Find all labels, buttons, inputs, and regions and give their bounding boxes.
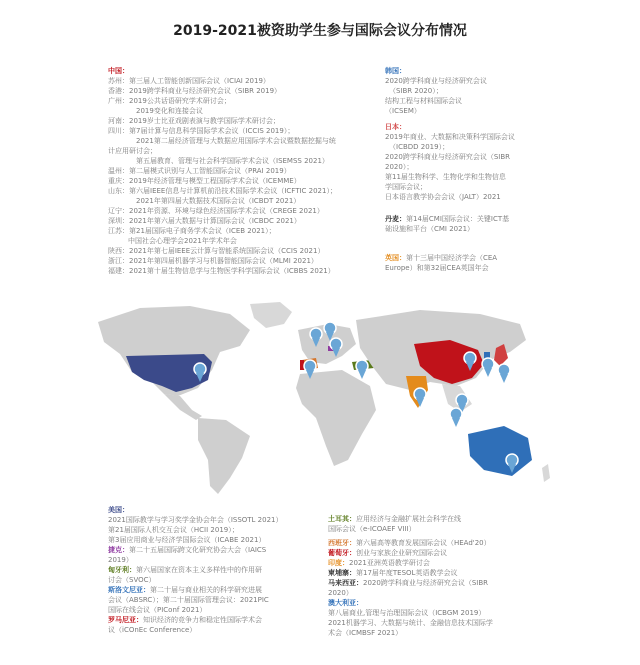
cambodia-heading: 柬埔寨： (328, 569, 356, 577)
czech-line: 第二十五届国际跨文化研究协会大会（IAICS (129, 546, 267, 554)
malaysia-line: 2020） (328, 589, 353, 597)
slovenia-heading: 斯洛文尼亚： (108, 586, 150, 594)
usa-block (108, 505, 318, 635)
japan-block (385, 122, 545, 202)
hungary-heading: 匈牙利： (108, 566, 136, 574)
china-line: 陕西：2021年第七届IEEE云计算与智能系统国际会议（CCIS 2021） (108, 247, 325, 255)
new-zealand-landmass (542, 464, 550, 482)
china-heading: 中国： (108, 67, 129, 75)
central-america-landmass (164, 394, 202, 420)
denmark-block (385, 214, 545, 234)
china-line: 四川：第7届计算与信息科学国际学术会议（ICCIS 2019）； (108, 127, 295, 135)
china-line: 河南：2019岁士比亚戏剧表演与教学国际学术研讨会； (108, 117, 280, 125)
europe-landmass (298, 324, 356, 364)
australia-line: 第八届商业,管理与治理国际会议（ICBGM 2019） (328, 609, 486, 617)
india-region (406, 376, 428, 408)
china-line: 第五届教育、管理与社会科学国际学术会议（ISEMSS 2021） (136, 157, 329, 165)
china-line: 辽宁：2021年资源、环境与绿色经济国际学术会议（CREGE 2021） (108, 207, 324, 215)
greenland-landmass (250, 302, 292, 328)
korea-line: （ICSEM） (385, 107, 421, 115)
south-america-landmass (198, 418, 250, 494)
china-line: 深圳：2021年第六届大数据与计算国际会议（ICBDC 2021） (108, 217, 301, 225)
czech-heading: 捷克： (108, 546, 129, 554)
china-line: 广州：2019公共话语研究学术研讨会； (108, 97, 231, 105)
china-line: 福建：2021第十届生物信息学与生物医学科学国际会议（ICBBS 2021） (108, 267, 335, 275)
korea-line: 2020跨学科商业与经济研究会议 (385, 77, 487, 85)
korea-line: （SIBR 2020）； (389, 87, 443, 95)
china-line: 苏州：第三届人工智能创新国际会议（ICIAI 2019） (108, 77, 270, 85)
hungary-line: 第六届国家在资本主义多样性中的作用研 (136, 566, 262, 574)
spain-heading: 西班牙： (328, 539, 356, 547)
usa-line: 2021国际教学与学习奖学金协会年会（ISSOTL 2021） (108, 516, 283, 524)
slovenia-line: 第二十届与商业相关的科学研究进展 (150, 586, 262, 594)
china-line: 香港：2019跨学科商业与经济研究会议（SIBR 2019） (108, 87, 282, 95)
portugal-heading: 葡萄牙： (328, 549, 356, 557)
slovenia-line: 国际在线会议（PIConf 2021） (108, 606, 207, 614)
japan-heading: 日本： (385, 123, 406, 131)
portugal-line: 创业与家族企业研究国际会议 (356, 549, 447, 557)
china-line: 2021年第四届大数据技术国际会议（ICBDT 2021） (136, 197, 301, 205)
australia-line: 2021机器学习、大数据与统计、金融信息技术国际学 (328, 619, 493, 627)
usa-line: 第21届国际人机交互会议（HCII 2019）； (108, 526, 239, 534)
turkey-line: 应用经济与金融扩展社会科学在线 (356, 515, 461, 523)
denmark-heading: 丹麦： (385, 215, 406, 223)
australia-heading: 澳大利亚： (328, 599, 363, 607)
australia-region (468, 426, 532, 476)
korea-region (484, 352, 490, 360)
japan-line: 2019年商业、大数据和决策科学国际会议 (385, 133, 515, 141)
romania-heading: 罗马尼亚： (108, 616, 143, 624)
india-heading: 印度： (328, 559, 349, 567)
uk-line: Europe）和第32届CEA英国年会 (385, 264, 489, 272)
turkey-line: 国际会议（e-ICOAEF VIII） (328, 525, 416, 533)
page-title: 2019-2021被资助学生参与国际会议分布情况 (173, 23, 467, 39)
romania-line: 知识经济的竞争力和稳定性国际学术会 (143, 616, 262, 624)
korea-line: 结构工程与材料国际会议 (385, 97, 462, 105)
japan-line: 学国际会议； (385, 183, 427, 191)
denmark-line: 础设施和平台（CMI 2021） (385, 225, 475, 233)
right-lower-block (328, 514, 538, 638)
china-line: 2019变化和连接会议 (136, 107, 203, 115)
malaysia-heading: 马来西亚： (328, 579, 363, 587)
romania-line: 议（iCOnEc Conference） (108, 626, 197, 634)
china-line: 浙江：2021年第四届机器学习与机器智能国际会议（MLMI 2021） (108, 257, 318, 265)
japan-line: 第11届生物科学、生物化学和生物信息 (385, 173, 506, 181)
slovenia-line: 会议（ABSRC）；第二十届国际管理会议：2021PIC (108, 596, 269, 604)
hungary-line: 讨会（SVOC） (108, 576, 156, 584)
japan-line: 2020）； (385, 163, 414, 171)
australia-line: 术会（ICMBSF 2021） (328, 629, 403, 637)
china-line: 重庆：2019年经济管理与模型工程国际学术会议（ICEMME） (108, 177, 301, 185)
china-line: 计应用研讨会； (108, 147, 157, 155)
japan-line: 日本语言教学协会会议（JALT）2021 (385, 193, 501, 201)
cambodia-line: 第17届年度TESOL英语教学会议 (356, 569, 458, 577)
usa-line: 第3届应用商业与经济学国际会议（ICABE 2021） (108, 536, 266, 544)
china-line: 江苏：第21届国际电子商务学术会议（ICEB 2021）； (108, 227, 276, 235)
uk-block (385, 253, 545, 273)
world-map (80, 300, 560, 500)
japan-line: 2020跨学科商业与经济研究会议（SIBR (385, 153, 510, 161)
turkey-heading: 土耳其： (328, 515, 356, 523)
uk-line: 第十三届中国经济学会（CEA (406, 254, 498, 262)
korea-heading: 韩国： (385, 67, 406, 75)
iberia-region (302, 358, 318, 370)
china-line: 山东：第六届IEEE信息与计算机前沿技术国际学术会议（ICFTIC 2021）； (108, 187, 337, 195)
china-line: 温州：第二届模式识别与人工智能国际会议（PRAI 2019） (108, 167, 291, 175)
spain-line: 第六届高等教育发展国际会议（HEAd'20） (356, 539, 491, 547)
czech-region (328, 346, 336, 351)
africa-landmass (296, 370, 376, 466)
malaysia-line: 2020跨学科商业与经济研究会议（SIBR (363, 579, 488, 587)
uk-heading: 英国： (385, 254, 406, 262)
southeast-asia-landmass (442, 384, 472, 412)
china-line: 2021第二届经济管理与大数据应用国际学术会议暨数据挖掘与统 (136, 137, 336, 145)
denmark-line: 第14届CMI国际会议：关键ICT基 (406, 215, 510, 223)
usa-heading: 美国： (108, 506, 129, 514)
china-line: 中国社会心理学会2021年学术年会 (128, 237, 237, 245)
japan-line: （ICBDD 2019）； (389, 143, 450, 151)
czech-line: 2019） (108, 556, 133, 564)
india-line: 2021亚洲英语教学研讨会 (349, 559, 430, 567)
china-block (108, 66, 383, 276)
portugal-region (300, 360, 304, 370)
korea-block (385, 66, 545, 116)
